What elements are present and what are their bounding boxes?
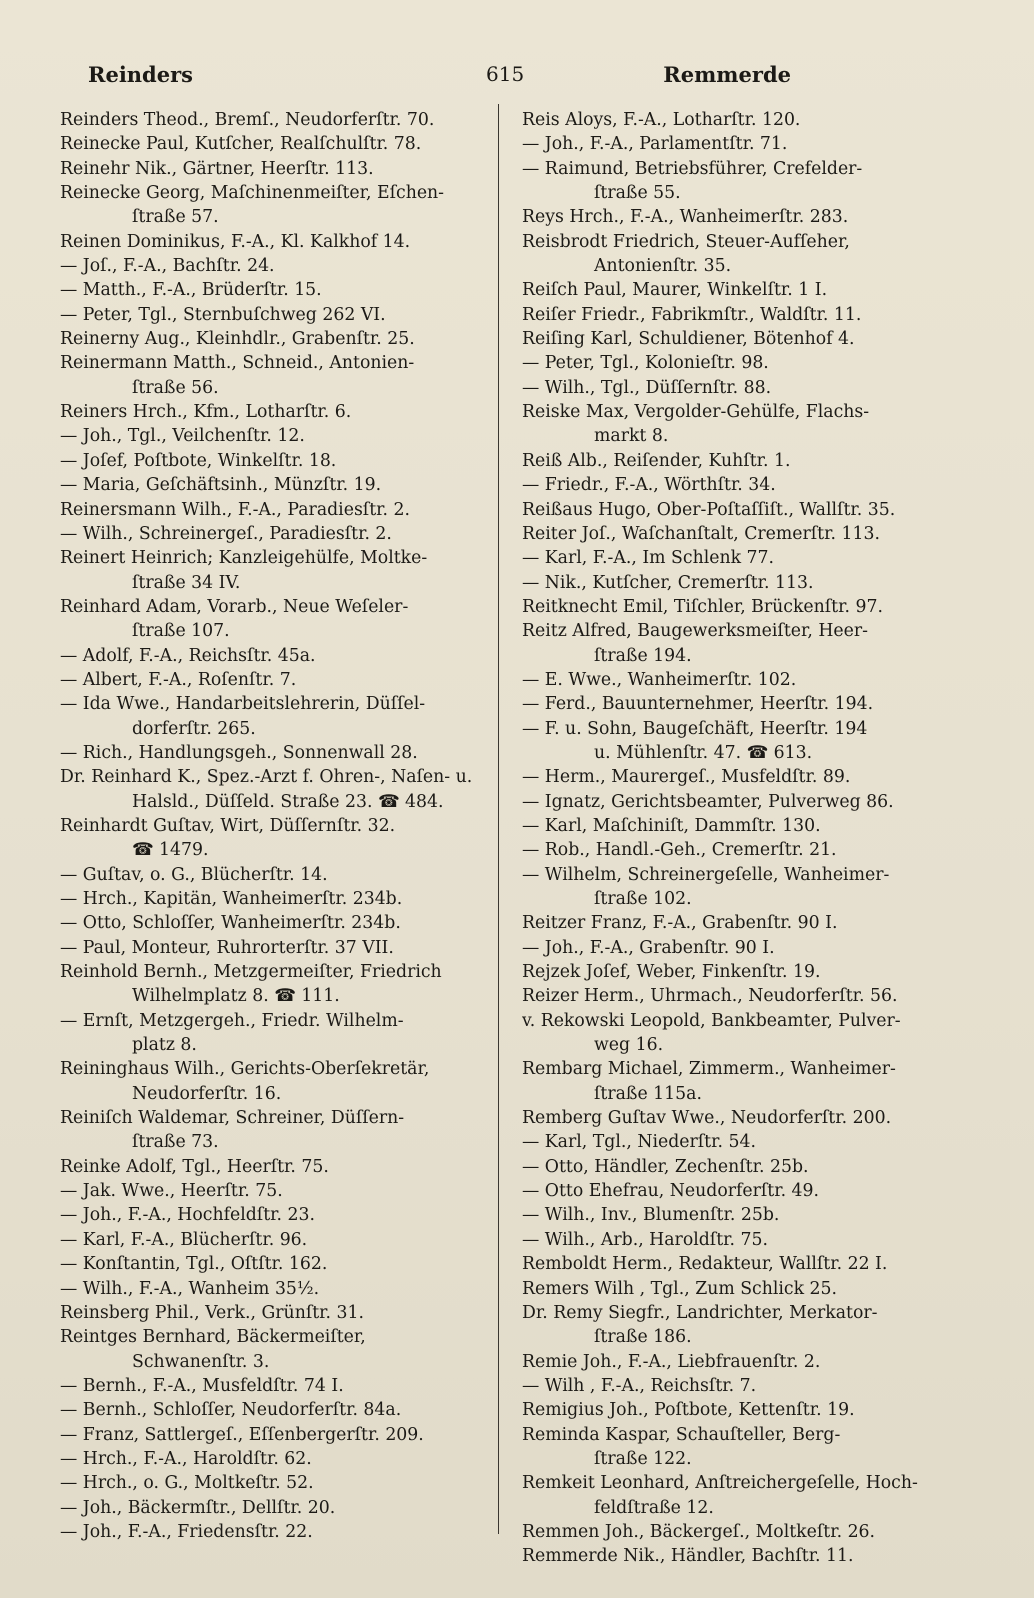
entry-text: Reinersmann Wilh., F.-A., Paradiesſtr. 2. bbox=[60, 499, 410, 520]
entry-continuation: ſtraße 115a. bbox=[594, 1083, 702, 1104]
entry-continuation: dorferſtr. 265. bbox=[132, 718, 256, 739]
entry-continuation: u. Mühlenſtr. 47. ☎ 613. bbox=[594, 742, 813, 763]
entry-text: — Joh., Tgl., Veilchenſtr. 12. bbox=[60, 426, 305, 447]
entry-continuation: ſtraße 73. bbox=[132, 1132, 219, 1153]
entry-text: Reisbrodt Friedrich, Steuer-Aufſeher, bbox=[522, 231, 850, 252]
entry-text: Reitzer Franz, F.-A., Grabenſtr. 90 I. bbox=[522, 913, 838, 934]
entry-text: — Otto, Händler, Zechenſtr. 25b. bbox=[522, 1156, 809, 1177]
directory-entry bbox=[522, 230, 950, 279]
directory-entry bbox=[60, 1471, 485, 1495]
directory-entry bbox=[60, 449, 485, 473]
right-column bbox=[522, 108, 950, 1569]
entry-text: Reiſer Friedr., Fabrikmſtr., Waldſtr. 11. bbox=[522, 304, 862, 325]
column-divider bbox=[498, 104, 499, 1534]
directory-entry bbox=[522, 717, 950, 766]
entry-text: — Raimund, Betriebsführer, Crefelder- bbox=[522, 158, 863, 179]
directory-entry bbox=[522, 1301, 950, 1350]
entry-text: Rejzek Joſef, Weber, Finkenſtr. 19. bbox=[522, 962, 821, 983]
entry-continuation: Neudorferſtr. 16. bbox=[132, 1083, 282, 1104]
directory-entry bbox=[60, 351, 485, 400]
entry-text: — Joſ., F.-A., Bachſtr. 24. bbox=[60, 256, 275, 277]
directory-entry bbox=[522, 546, 950, 570]
directory-entry bbox=[60, 814, 485, 863]
directory-entry bbox=[60, 522, 485, 546]
entry-text: — Konſtantin, Tgl., Oſtſtr. 162. bbox=[60, 1254, 328, 1275]
directory-entry bbox=[522, 157, 950, 206]
entry-continuation: feldſtraße 12. bbox=[594, 1497, 714, 1518]
entry-continuation: ſtraße 194. bbox=[594, 645, 692, 666]
entry-text: Reizer Herm., Uhrmach., Neudorferſtr. 56. bbox=[522, 986, 898, 1007]
entry-text: — Karl, F.-A., Blücherſtr. 96. bbox=[60, 1229, 308, 1250]
directory-entry bbox=[60, 230, 485, 254]
directory-entry bbox=[60, 1106, 485, 1155]
entry-text: — Joh., F.-A., Grabenſtr. 90 I. bbox=[522, 937, 775, 958]
directory-entry bbox=[522, 790, 950, 814]
directory-entry bbox=[60, 595, 485, 644]
entry-text: Remmerde Nik., Händler, Bachſtr. 11. bbox=[522, 1546, 854, 1567]
entry-text: — Wilhelm, Schreinergeſelle, Wanheimer- bbox=[522, 864, 890, 885]
directory-entry bbox=[522, 765, 950, 789]
directory-entry bbox=[522, 863, 950, 912]
entry-text: — Rob., Handl.-Geh., Cremerſtr. 21. bbox=[522, 840, 837, 861]
directory-entry bbox=[522, 1179, 950, 1203]
directory-entry bbox=[60, 1203, 485, 1227]
directory-entry bbox=[60, 157, 485, 181]
directory-entry bbox=[60, 400, 485, 424]
entry-text: — E. Wwe., Wanheimerſtr. 102. bbox=[522, 669, 797, 690]
entry-text: Reitz Alfred, Baugewerksmeiſter, Heer- bbox=[522, 621, 868, 642]
entry-text: — F. u. Sohn, Baugeſchäft, Heerſtr. 194 bbox=[522, 718, 868, 739]
directory-entry bbox=[522, 327, 950, 351]
directory-entry bbox=[522, 838, 950, 862]
directory-entry bbox=[522, 473, 950, 497]
directory-entry bbox=[60, 1496, 485, 1520]
entry-text: — Otto Ehefrau, Neudorferſtr. 49. bbox=[522, 1181, 820, 1202]
directory-entry bbox=[60, 1179, 485, 1203]
entry-continuation: ☎ 1479. bbox=[132, 840, 209, 861]
entry-text: — Paul, Monteur, Ruhrorterſtr. 37 VII. bbox=[60, 937, 394, 958]
entry-text: — Joſef, Poſtbote, Winkelſtr. 18. bbox=[60, 450, 337, 471]
entry-continuation: weg 16. bbox=[594, 1035, 664, 1056]
entry-text: Reißaus Hugo, Ober-Poſtaſſiſt., Wallſtr. 35. bbox=[522, 499, 896, 520]
directory-entry bbox=[60, 278, 485, 302]
directory-entry bbox=[60, 108, 485, 132]
directory-entry bbox=[60, 887, 485, 911]
directory-entry bbox=[522, 1228, 950, 1252]
entry-text: Reinhold Bernh., Metzgermeiſter, Friedrich bbox=[60, 962, 442, 983]
directory-entry bbox=[522, 936, 950, 960]
entry-text: Reinert Heinrich; Kanzleigehülfe, Moltke- bbox=[60, 548, 428, 569]
directory-entry bbox=[60, 765, 485, 814]
entry-text: — Friedr., F.-A., Wörthſtr. 34. bbox=[522, 475, 776, 496]
entry-text: — Albert, F.-A., Roſenſtr. 7. bbox=[60, 669, 297, 690]
directory-entry bbox=[522, 108, 950, 132]
directory-entry bbox=[522, 1277, 950, 1301]
directory-entry bbox=[522, 498, 950, 522]
directory-entry bbox=[522, 960, 950, 984]
entry-continuation: Schwanenſtr. 3. bbox=[132, 1351, 270, 1372]
entry-text: — Joh., F.-A., Parlamentſtr. 71. bbox=[522, 134, 788, 155]
directory-entry bbox=[522, 1374, 950, 1398]
entry-text: Dr. Remy Siegfr., Landrichter, Merkator- bbox=[522, 1302, 878, 1323]
directory-entry bbox=[522, 692, 950, 716]
entry-text: — Guſtav, o. G., Blücherſtr. 14. bbox=[60, 864, 328, 885]
directory-entry bbox=[60, 498, 485, 522]
entry-text: Reiſing Karl, Schuldiener, Bötenhof 4. bbox=[522, 329, 855, 350]
entry-text: — Wilh., Arb., Haroldſtr. 75. bbox=[522, 1229, 768, 1250]
directory-entry bbox=[522, 400, 950, 449]
entry-text: Reintges Bernhard, Bäckermeiſter, bbox=[60, 1327, 366, 1348]
entry-continuation: Antonienſtr. 35. bbox=[594, 256, 732, 277]
entry-text: — Ignatz, Gerichtsbeamter, Pulverweg 86. bbox=[522, 791, 894, 812]
header-last-name: Remmerde bbox=[663, 62, 791, 87]
entry-text: — Maria, Geſchäftsinh., Münzſtr. 19. bbox=[60, 475, 382, 496]
directory-entry bbox=[522, 619, 950, 668]
entry-text: Reinecke Paul, Kutſcher, Realſchulſtr. 78. bbox=[60, 134, 422, 155]
entry-text: Dr. Reinhard K., Spez.-Arzt f. Ohren-, Naſen- u. bbox=[60, 767, 473, 788]
entry-text: Reinermann Matth., Schneid., Antonien- bbox=[60, 353, 415, 374]
directory-entry bbox=[60, 1374, 485, 1398]
directory-entry bbox=[522, 132, 950, 156]
entry-text: Reis Aloys, F.-A., Lotharſtr. 120. bbox=[522, 110, 801, 130]
directory-entry bbox=[60, 1447, 485, 1471]
directory-entry bbox=[522, 205, 950, 229]
entry-text: — Matth., F.-A., Brüderſtr. 15. bbox=[60, 280, 322, 301]
directory-entry bbox=[60, 1423, 485, 1447]
entry-text: Reiß Alb., Reiſender, Kuhſtr. 1. bbox=[522, 450, 791, 471]
directory-entry bbox=[522, 1471, 950, 1520]
entry-continuation: Halsld., Düſſeld. Straße 23. ☎ 484. bbox=[132, 791, 444, 812]
entry-text: v. Rekowski Leopold, Bankbeamter, Pulver- bbox=[522, 1010, 901, 1031]
directory-entry bbox=[522, 1544, 950, 1568]
directory-entry bbox=[60, 863, 485, 887]
directory-entry bbox=[60, 1252, 485, 1276]
directory-entry bbox=[522, 984, 950, 1008]
entry-text: — Karl, F.-A., Im Schlenk 77. bbox=[522, 548, 775, 569]
entry-text: Reinehr Nik., Gärtner, Heerſtr. 113. bbox=[60, 158, 374, 179]
directory-entry bbox=[60, 960, 485, 1009]
entry-text: Remigius Joh., Poſtbote, Kettenſtr. 19. bbox=[522, 1400, 855, 1421]
entry-continuation: ſtraße 122. bbox=[594, 1448, 692, 1469]
directory-entry bbox=[60, 327, 485, 351]
header-first-name: Reinders bbox=[88, 62, 193, 87]
directory-entry bbox=[60, 911, 485, 935]
entry-text: Reinhardt Guſtav, Wirt, Düſſernſtr. 32. bbox=[60, 815, 396, 836]
directory-entry bbox=[522, 1155, 950, 1179]
entry-text: Remberg Guſtav Wwe., Neudorferſtr. 200. bbox=[522, 1108, 892, 1129]
directory-entry bbox=[522, 1520, 950, 1544]
directory-entry bbox=[522, 1203, 950, 1227]
entry-continuation: markt 8. bbox=[594, 426, 669, 447]
directory-entry bbox=[522, 1009, 950, 1058]
entry-text: Reinecke Georg, Maſchinenmeiſter, Eſchen- bbox=[60, 183, 445, 204]
entry-text: Reiniſch Waldemar, Schreiner, Düſſern- bbox=[60, 1108, 405, 1129]
entry-text: — Otto, Schloſſer, Wanheimerſtr. 234b. bbox=[60, 913, 401, 934]
entry-text: — Franz, Sattlergeſ., Eſſenbergerſtr. 209. bbox=[60, 1424, 424, 1445]
directory-entry bbox=[60, 644, 485, 668]
entry-text: Reys Hrch., F.-A., Wanheimerſtr. 283. bbox=[522, 207, 849, 228]
directory-entry bbox=[60, 1057, 485, 1106]
entry-text: — Nik., Kutſcher, Cremerſtr. 113. bbox=[522, 572, 814, 593]
entry-text: — Peter, Tgl., Kolonieſtr. 98. bbox=[522, 353, 769, 374]
entry-continuation: ſtraße 56. bbox=[132, 377, 219, 398]
left-column bbox=[60, 108, 485, 1544]
directory-entry bbox=[60, 1155, 485, 1179]
directory-entry bbox=[522, 911, 950, 935]
entry-text: — Ida Wwe., Handarbeitslehrerin, Düſſel- bbox=[60, 694, 426, 715]
entry-text: Reiſch Paul, Maurer, Winkelſtr. 1 I. bbox=[522, 280, 828, 301]
entry-text: Reiter Joſ., Waſchanſtalt, Cremerſtr. 113. bbox=[522, 523, 880, 544]
entry-text: — Hrch., o. G., Moltkeſtr. 52. bbox=[60, 1473, 314, 1494]
entry-text: Reminda Kaspar, Schauſteller, Berg- bbox=[522, 1424, 841, 1445]
entry-text: — Wilh., Inv., Blumenſtr. 25b. bbox=[522, 1205, 780, 1226]
entry-text: Reinerny Aug., Kleinhdlr., Grabenſtr. 25. bbox=[60, 329, 415, 350]
entry-text: Remmen Joh., Bäckergeſ., Moltkeſtr. 26. bbox=[522, 1521, 876, 1542]
entry-text: — Hrch., F.-A., Haroldſtr. 62. bbox=[60, 1448, 312, 1469]
directory-entry bbox=[60, 546, 485, 595]
directory-entry bbox=[60, 668, 485, 692]
entry-text: — Wilh., Schreinergeſ., Paradiesſtr. 2. bbox=[60, 523, 392, 544]
entry-text: — Ernſt, Metzgergeh., Friedr. Wilhelm- bbox=[60, 1010, 404, 1031]
entry-continuation: ſtraße 107. bbox=[132, 621, 230, 642]
directory-entry bbox=[60, 424, 485, 448]
entry-text: Remkeit Leonhard, Anſtreichergeſelle, Hoch- bbox=[522, 1473, 918, 1494]
entry-text: — Karl, Tgl., Niederſtr. 54. bbox=[522, 1132, 756, 1153]
directory-entry bbox=[522, 1350, 950, 1374]
directory-entry bbox=[60, 1009, 485, 1058]
directory-entry bbox=[60, 132, 485, 156]
entry-text: — Jak. Wwe., Heerſtr. 75. bbox=[60, 1181, 283, 1202]
page-header bbox=[58, 62, 996, 96]
entry-continuation: ſtraße 34 IV. bbox=[132, 572, 241, 593]
entry-text: — Peter, Tgl., Sternbuſchweg 262 VI. bbox=[60, 304, 386, 325]
directory-entry bbox=[522, 522, 950, 546]
entry-text: Reinders Theod., Bremſ., Neudorferſtr. 70. bbox=[60, 110, 435, 130]
entry-text: — Joh., Bäckermſtr., Dellſtr. 20. bbox=[60, 1497, 336, 1518]
directory-entry bbox=[60, 181, 485, 230]
directory-entry bbox=[60, 936, 485, 960]
entry-text: Remboldt Herm., Redakteur, Wallſtr. 22 I. bbox=[522, 1254, 888, 1275]
directory-entry bbox=[60, 303, 485, 327]
entry-text: — Wilh., F.-A., Wanheim 35½. bbox=[60, 1278, 320, 1299]
directory-entry bbox=[522, 278, 950, 302]
entry-text: — Joh., F.-A., Hochfeldſtr. 23. bbox=[60, 1205, 315, 1226]
entry-text: — Rich., Handlungsgeh., Sonnenwall 28. bbox=[60, 742, 418, 763]
entry-continuation: Wilhelmplatz 8. ☎ 111. bbox=[132, 986, 340, 1007]
entry-text: — Joh., F.-A., Friedensſtr. 22. bbox=[60, 1521, 313, 1542]
directory-entry bbox=[522, 1398, 950, 1422]
directory-entry bbox=[60, 692, 485, 741]
entry-text: — Wilh , F.-A., Reichsſtr. 7. bbox=[522, 1375, 757, 1396]
directory-entry bbox=[60, 1301, 485, 1325]
entry-text: Remers Wilh , Tgl., Zum Schlick 25. bbox=[522, 1278, 838, 1299]
directory-entry bbox=[522, 814, 950, 838]
entry-text: Reitknecht Emil, Tiſchler, Brückenſtr. 97. bbox=[522, 596, 883, 617]
directory-entry bbox=[522, 351, 950, 375]
directory-entry bbox=[522, 1252, 950, 1276]
entry-text: — Bernh., Schloſſer, Neudorferſtr. 84a. bbox=[60, 1400, 402, 1421]
entry-text: Reinen Dominikus, F.-A., Kl. Kalkhof 14. bbox=[60, 231, 411, 252]
page-number: 615 bbox=[486, 62, 525, 86]
directory-entry bbox=[60, 473, 485, 497]
entry-continuation: ſtraße 57. bbox=[132, 207, 219, 228]
entry-text: Remie Joh., F.-A., Liebfrauenſtr. 2. bbox=[522, 1351, 821, 1372]
entry-text: Reinhard Adam, Vorarb., Neue Weſeler- bbox=[60, 596, 409, 617]
directory-entry bbox=[522, 449, 950, 473]
entry-continuation: ſtraße 102. bbox=[594, 889, 692, 909]
directory-entry bbox=[60, 1277, 485, 1301]
entry-text: Reiners Hrch., Kfm., Lotharſtr. 6. bbox=[60, 402, 352, 423]
directory-entry bbox=[522, 1106, 950, 1130]
directory-entry bbox=[522, 595, 950, 619]
entry-text: — Ferd., Bauunternehmer, Heerſtr. 194. bbox=[522, 694, 874, 715]
directory-entry bbox=[522, 1423, 950, 1472]
entry-text: — Karl, Maſchiniſt, Dammſtr. 130. bbox=[522, 815, 821, 836]
directory-entry bbox=[522, 668, 950, 692]
directory-entry bbox=[522, 1130, 950, 1154]
directory-entry bbox=[60, 1520, 485, 1544]
entry-text: Reinsberg Phil., Verk., Grünſtr. 31. bbox=[60, 1302, 364, 1323]
directory-entry bbox=[60, 254, 485, 278]
entry-text: — Hrch., Kapitän, Wanheimerſtr. 234b. bbox=[60, 889, 403, 909]
directory-entry bbox=[60, 1325, 485, 1374]
entry-text: Reininghaus Wilh., Gerichts-Oberſekretär, bbox=[60, 1059, 430, 1080]
entry-text: — Adolf, F.-A., Reichsſtr. 45a. bbox=[60, 645, 316, 666]
entry-text: Rembarg Michael, Zimmerm., Wanheimer- bbox=[522, 1059, 896, 1080]
directory-entry bbox=[522, 303, 950, 327]
directory-entry bbox=[522, 376, 950, 400]
directory-entry bbox=[522, 571, 950, 595]
entry-continuation: ſtraße 55. bbox=[594, 183, 681, 204]
directory-entry bbox=[60, 1228, 485, 1252]
entry-text: Reiske Max, Vergolder-Gehülfe, Flachs- bbox=[522, 402, 870, 423]
directory-entry bbox=[522, 1057, 950, 1106]
directory-entry bbox=[60, 1398, 485, 1422]
directory-entry bbox=[60, 741, 485, 765]
entry-continuation: platz 8. bbox=[132, 1035, 197, 1056]
entry-text: Reinke Adolf, Tgl., Heerſtr. 75. bbox=[60, 1156, 329, 1177]
entry-continuation: ſtraße 186. bbox=[594, 1327, 692, 1348]
entry-text: — Bernh., F.-A., Musfeldſtr. 74 I. bbox=[60, 1375, 344, 1396]
entry-text: — Wilh., Tgl., Düſſernſtr. 88. bbox=[522, 377, 772, 398]
entry-text: — Herm., Maurergeſ., Musfeldſtr. 89. bbox=[522, 767, 851, 788]
